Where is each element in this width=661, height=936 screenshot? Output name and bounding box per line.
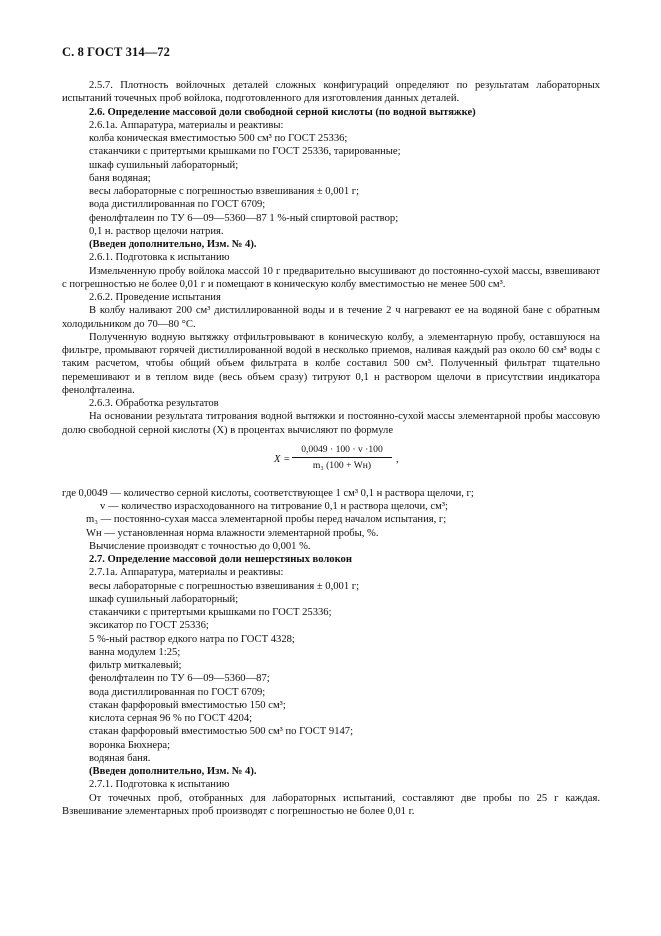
amendment-note: (Введен дополнительно, Изм. № 4).	[89, 766, 257, 777]
list-item: вода дистиллированная по ГОСТ 6709;	[89, 199, 266, 211]
list-item: шкаф сушильный лабораторный;	[89, 593, 239, 605]
subsection-2-6-3: 2.6.3. Обработка результатов	[89, 398, 219, 409]
formula-legend-item: v — количество израсходованного на титрование 0,1 н раствора щелочи, см³;	[100, 501, 448, 512]
paragraph-2-6-2-text-1: В колбу наливают 200 см³ дистиллированной воды и в течение 2 ч нагревают ее на водяной бане с обратным холодильником до 70—80 °С.	[62, 305, 600, 330]
subsection-2-6-1a: 2.6.1а. Аппаратура, материалы и реактивы:	[89, 119, 284, 131]
amendment-note: (Введен дополнительно, Изм. № 4).	[89, 239, 257, 250]
list-item: 0,1 н. раствор щелочи натрия.	[89, 225, 224, 237]
subsection-2-7-1a: 2.7.1а. Аппаратура, материалы и реактивы:	[89, 567, 284, 579]
list-item: весы лабораторные с погрешностью взвешивания ± 0,001 г;	[89, 186, 360, 197]
formula	[62, 441, 600, 481]
page-header: С. 8 ГОСТ 314—72	[62, 45, 171, 59]
list-item: ванна модулем 1:25;	[89, 646, 181, 658]
list-item: вода дистиллированная по ГОСТ 6709;	[89, 686, 266, 698]
formula-comma: ,	[396, 453, 399, 465]
calc-precision-note: Вычисление производят с точностью до 0,001 %.	[89, 540, 311, 552]
list-item: фенолфталеин по ТУ 6—09—5360—87;	[89, 673, 270, 685]
list-item: стакан фарфоровый вместимостью 150 см³;	[89, 699, 286, 711]
section-2-6-title: 2.6. Определение массовой доли свободной серной кислоты (по водной вытяжке)	[89, 106, 476, 118]
formula-lhs: X =	[274, 453, 291, 465]
list-item: стаканчики с притертыми крышками по ГОСТ 25336, тарированные;	[89, 146, 401, 158]
paragraph-2-6-1-text: Измельченную пробу войлока массой 10 г предварительно высушивают до постоянно-сухой массы, взвешивают с погрешностью не более 0,01 г и помещают в коническую колбу вместимостью не менее 500 см³.	[62, 265, 600, 290]
paragraph-2-6-3-text: На основании результата титрования водной вытяжки и постоянно-сухой массы элементарной пробы массовую долю свободной серной кислоты (X) в процентах вычисляют по формуле	[62, 411, 600, 436]
list-item: шкаф сушильный лабораторный;	[89, 159, 239, 171]
paragraph-2-6-2-text-2: Полученную водную вытяжку отфильтровывают в коническую колбу, а элементарную пробу, оставшуюся на фильтре, промывают горячей дистиллированной водой в несколько приемов, наливая каждый раз около 60 см³ воды с таким расчетом, чтобы общий объем фильтрата в колбе составил 500 см³. Полученный фильтрат тщательно перемешивают и в теплом виде (весь объем сразу) титруют 0,1 н раствором щелочи в присутствии индикатора фенолфталеина.	[62, 331, 600, 396]
list-item: фенолфталеин по ТУ 6—09—5360—87 1 %-ный спиртовой раствор;	[89, 212, 399, 224]
list-item: стакан фарфоровый вместимостью 500 см³ по ГОСТ 9147;	[89, 726, 354, 738]
paragraph-2-7-1-text: От точечных проб, отобранных для лабораторных испытаний, составляют две пробы по 25 г каждая. Взвешивание элементарных проб производят с погрешностью не более 0,01 г.	[62, 792, 600, 817]
formula-legend-item: Wн — установленная норма влажности элементарной пробы, %.	[86, 527, 379, 539]
formula-fraction	[292, 443, 392, 473]
list-item: баня водяная;	[89, 172, 151, 184]
subsection-2-7-1: 2.7.1. Подготовка к испытанию	[89, 779, 230, 791]
list-item: весы лабораторные с погрешностью взвешивания ± 0,001 г;	[89, 580, 360, 592]
document-body	[62, 79, 600, 818]
list-item: водяная баня.	[89, 752, 151, 764]
section-2-7-title: 2.7. Определение массовой доли нешерстяных волокон	[89, 554, 352, 565]
subsection-2-6-1: 2.6.1. Подготовка к испытанию	[89, 252, 230, 264]
list-item: воронка Бюхнера;	[89, 739, 171, 751]
formula-denominator: m₃ (100 + Wн)	[312, 460, 372, 471]
formula-legend-item: m₃ — постоянно-сухая масса элементарной пробы перед началом испытания, г;	[86, 514, 447, 526]
formula-legend-item: где 0,0049 — количество серной кислоты, соответствующее 1 см³ 0,1 н раствора щелочи, г;	[62, 487, 474, 499]
formula-numerator: 0,0049 · 100 · v ·100	[292, 443, 392, 458]
list-item: фильтр миткалевый;	[89, 660, 182, 671]
list-item: кислота серная 96 % по ГОСТ 4204;	[89, 713, 253, 724]
list-item: колба коническая вместимостью 500 см³ по ГОСТ 25336;	[89, 133, 348, 144]
list-item: стаканчики с притертыми крышками по ГОСТ 25336;	[89, 607, 332, 618]
subsection-2-6-2: 2.6.2. Проведение испытания	[89, 292, 221, 303]
paragraph-2-5-7: 2.5.7. Плотность войлочных деталей сложных конфигураций определяют по результатам лабораторных испытаний точечных проб войлока, подготовленного для изготовления данных деталей.	[62, 80, 600, 105]
list-item: 5 %-ный раствор едкого натра по ГОСТ 4328;	[89, 633, 295, 645]
list-item: эксикатор по ГОСТ 25336;	[89, 620, 209, 632]
